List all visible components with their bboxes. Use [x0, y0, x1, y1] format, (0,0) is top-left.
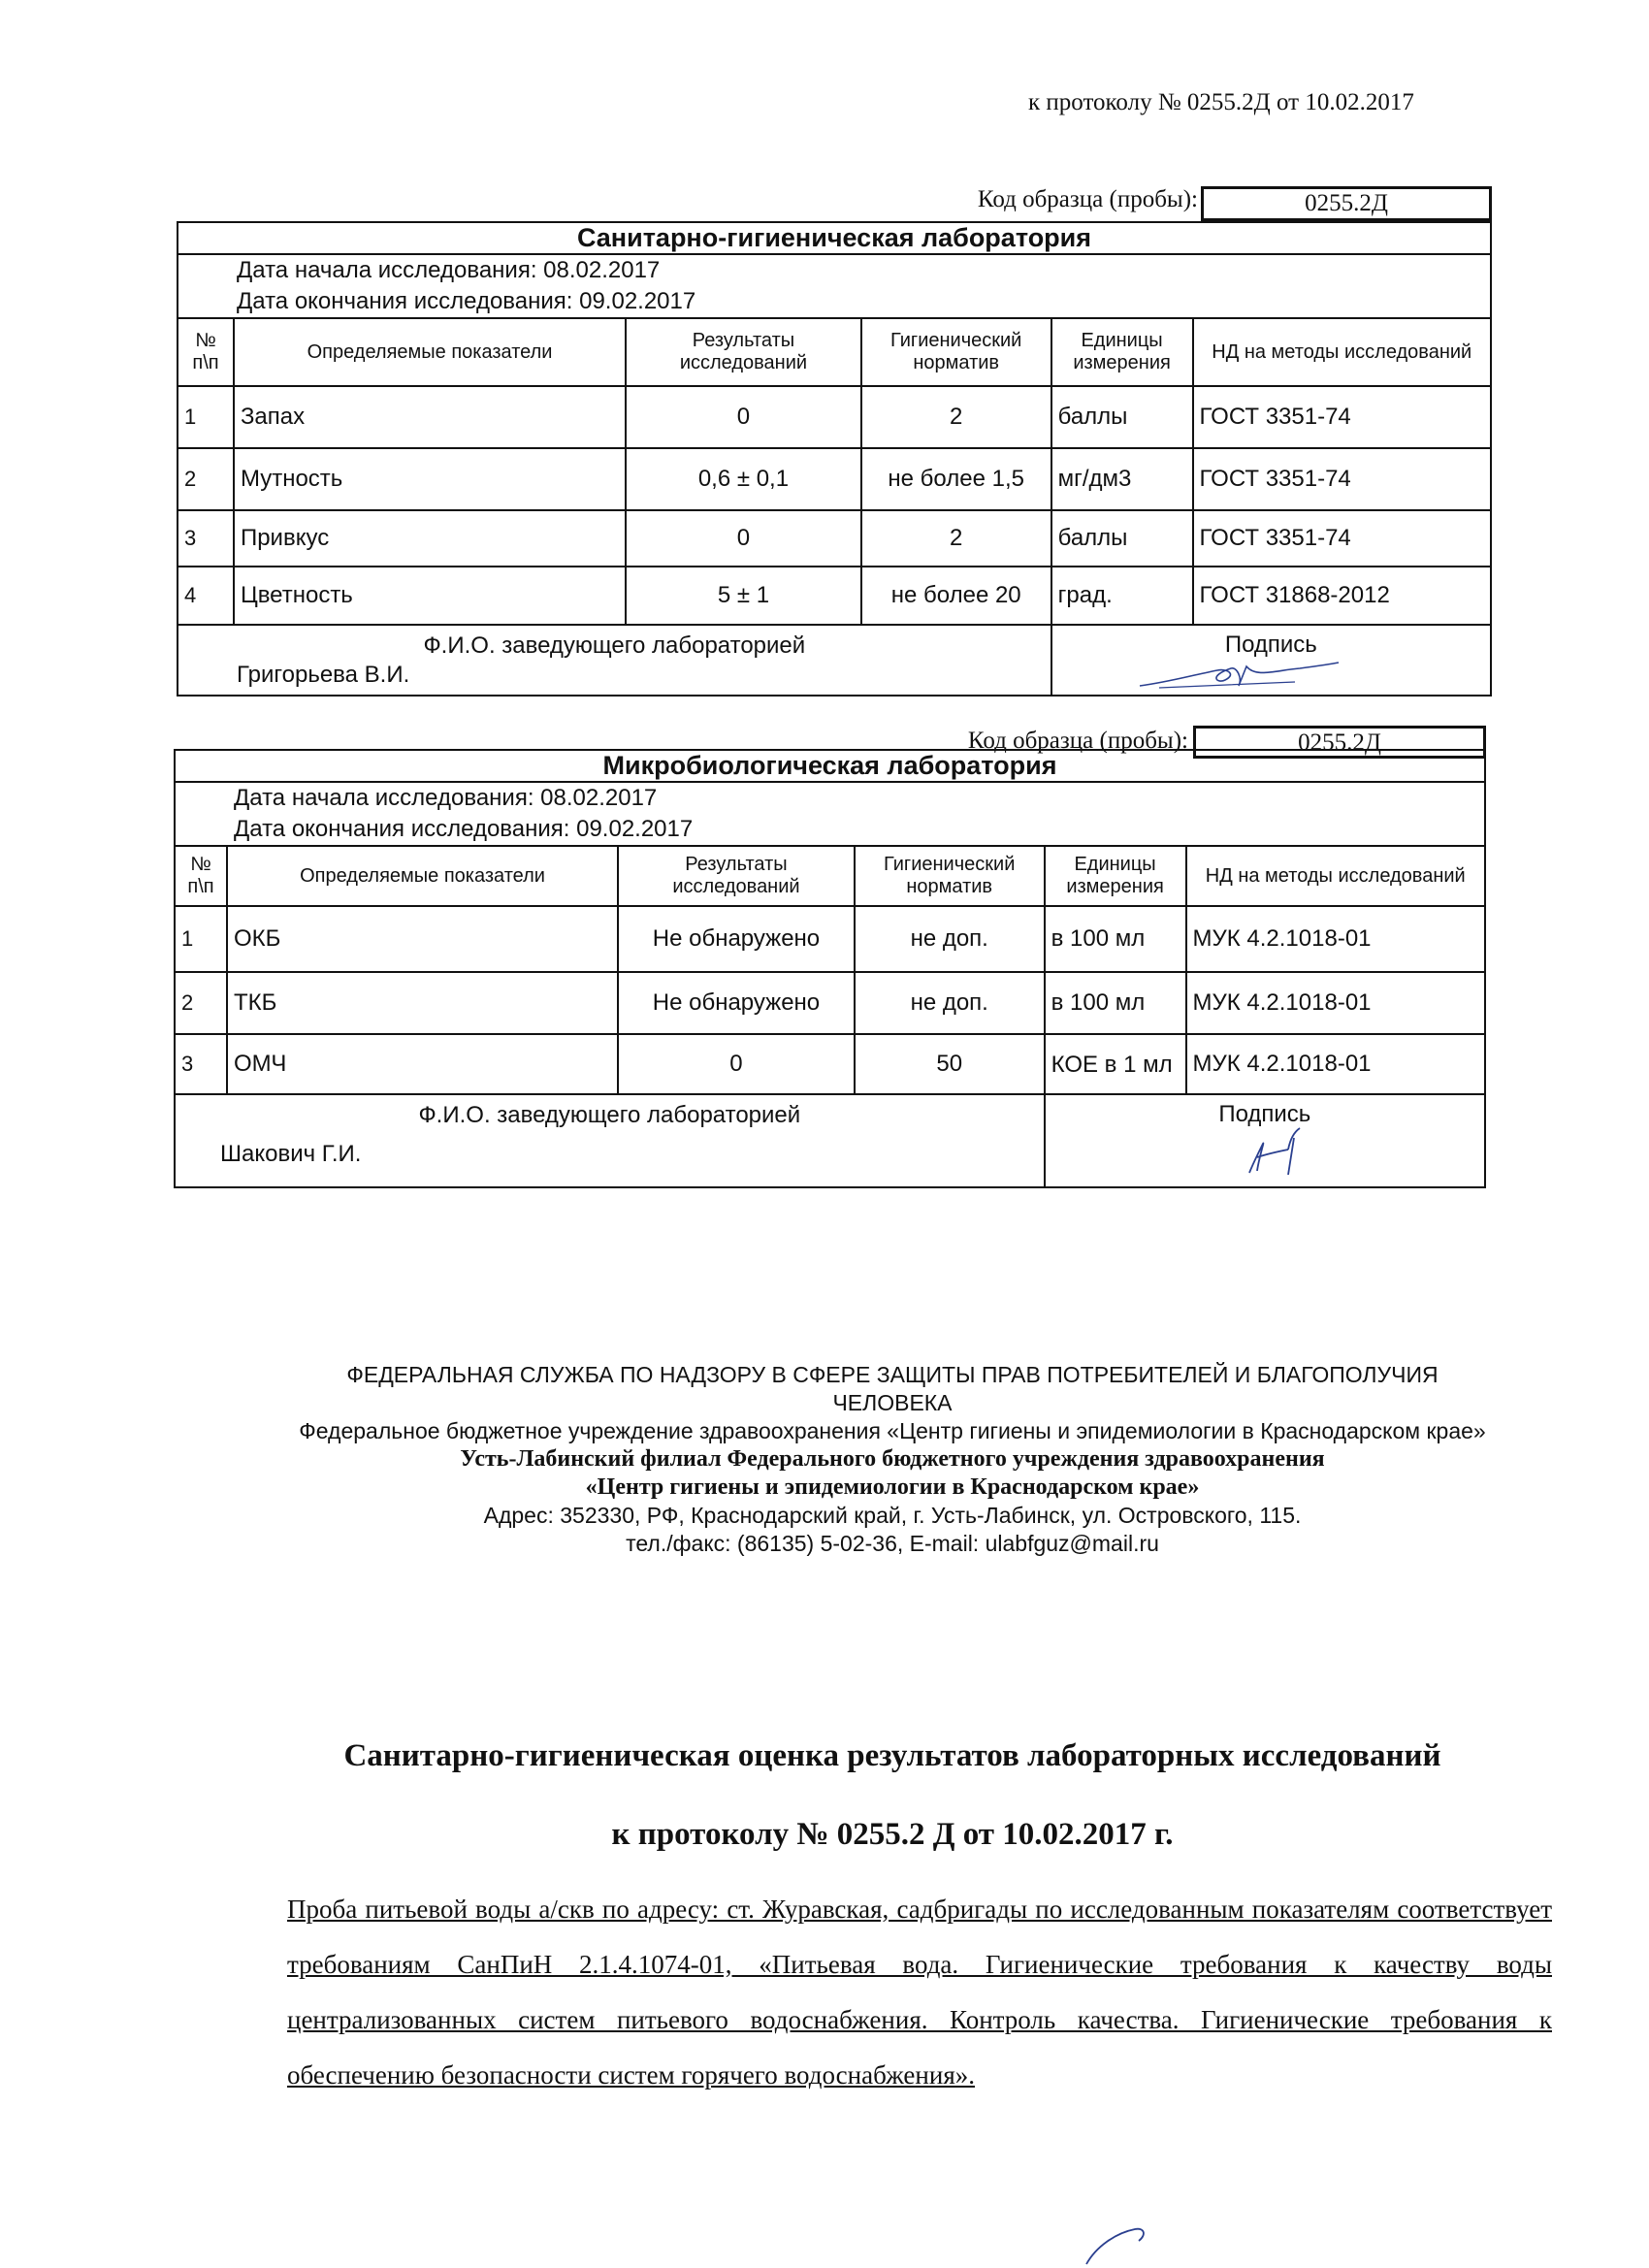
table-row: [178, 386, 1491, 448]
lab-head-name: Шакович Г.И.: [220, 1141, 362, 1167]
result-value: Не обнаружено: [618, 972, 855, 1034]
lab-title: Микробиологическая лаборатория: [175, 750, 1485, 782]
column-header: № п\п: [178, 318, 234, 386]
lab-head-label: Ф.И.О. заведующего лабораторией: [423, 632, 806, 659]
handwritten-signature: [1077, 2227, 1164, 2266]
federal-service-name: ФЕДЕРАЛЬНАЯ СЛУЖБА ПО НАДЗОРУ В СФЕРЕ ЗАЩИТЫ ПРАВ ПОТРЕБИТЕЛЕЙ И БЛАГОПОЛУЧИЯ ЧЕЛОВЕКА: [346, 1362, 1439, 1415]
row-number: 1: [175, 906, 227, 972]
unit-value: баллы: [1051, 386, 1193, 448]
sample-code-label: Код образца (пробы):: [967, 728, 1188, 754]
row-number: 1: [178, 386, 234, 448]
signature-cell: [1045, 1094, 1485, 1187]
row-number: 3: [178, 510, 234, 567]
address: Адрес: 352330, РФ, Краснодарский край, г. Усть-Лабинск, ул. Островского, 115.: [483, 1503, 1302, 1528]
lab-head: [178, 625, 1051, 696]
row-number: 4: [178, 567, 234, 625]
contacts: тел./факс: (86135) 5-02-36, E-mail: ulabfguz@mail.ru: [626, 1531, 1159, 1556]
lab-head-label: Ф.И.О. заведующего лабораторией: [418, 1102, 801, 1128]
signature-cell: [1051, 625, 1491, 696]
indicator-name: Цветность: [234, 567, 626, 625]
table-row: [178, 567, 1491, 625]
assessment-conclusion: Проба питьевой воды а/скв по адресу: ст. Журавская, садбригады по исследованным показателям соответствует требованиям СанПиН 2.1.4.1074-01, «Питьевая вода. Гигиенические требования к качеству воды централизованных систем питьевого водоснабжения. Контроль качества. Гигиенические требования к обеспечению безопасности систем горячего водоснабжения».: [287, 1895, 1552, 2090]
norm-value: не доп.: [855, 906, 1045, 972]
column-header: НД на методы исследований: [1186, 846, 1485, 906]
assessment-title: Санитарно-гигиеническая оценка результатов лабораторных исследований: [343, 1738, 1441, 1773]
end-date: Дата окончания исследования: 09.02.2017: [234, 816, 694, 842]
table-row: [175, 906, 1485, 972]
norm-value: не доп.: [855, 972, 1045, 1034]
norm-value: 2: [861, 510, 1051, 567]
institution-name: Федеральное бюджетное учреждение здравоохранения «Центр гигиены и эпидемиологии в Краснодарском крае»: [299, 1418, 1486, 1443]
handwritten-signature: [1130, 657, 1343, 696]
method-value: МУК 4.2.1018-01: [1186, 1034, 1485, 1094]
sample-code-value: 0255.2Д: [1193, 726, 1486, 759]
column-header: Единицы измерения: [1051, 318, 1193, 386]
row-number: 3: [175, 1034, 227, 1094]
branch-name-cont: «Центр гигиены и эпидемиологии в Краснодарском крае»: [585, 1474, 1200, 1500]
unit-value: в 100 мл: [1045, 972, 1186, 1034]
indicator-name: ТКБ: [227, 972, 618, 1034]
indicator-name: Привкус: [234, 510, 626, 567]
microbiology-lab-table: [174, 749, 1486, 1188]
sanitary-lab-table: [177, 221, 1492, 697]
table-row: [175, 1034, 1485, 1094]
table-row: [175, 972, 1485, 1034]
result-value: 0: [626, 386, 861, 448]
protocol-reference: к протоколу № 0255.2Д от 10.02.2017: [1028, 89, 1414, 115]
column-header: НД на методы исследований: [1193, 318, 1491, 386]
method-value: МУК 4.2.1018-01: [1186, 972, 1485, 1034]
column-header: Результаты исследований: [618, 846, 855, 906]
column-header: Единицы измерения: [1045, 846, 1186, 906]
norm-value: не более 20: [861, 567, 1051, 625]
handwritten-signature: [1230, 1124, 1327, 1183]
unit-value: баллы: [1051, 510, 1193, 567]
column-header: Определяемые показатели: [234, 318, 626, 386]
norm-value: 50: [855, 1034, 1045, 1094]
indicator-name: ОМЧ: [227, 1034, 618, 1094]
unit-value: в 100 мл: [1045, 906, 1186, 972]
lab-title: Санитарно-гигиеническая лаборатория: [178, 222, 1491, 254]
end-date: Дата окончания исследования: 09.02.2017: [237, 288, 696, 314]
unit-value: град.: [1051, 567, 1193, 625]
indicator-name: Запах: [234, 386, 626, 448]
result-value: 0,6 ± 0,1: [626, 448, 861, 510]
method-value: МУК 4.2.1018-01: [1186, 906, 1485, 972]
research-dates: [175, 782, 1485, 846]
column-header: Определяемые показатели: [227, 846, 618, 906]
method-value: ГОСТ 3351-74: [1193, 510, 1491, 567]
norm-value: 2: [861, 386, 1051, 448]
indicator-name: ОКБ: [227, 906, 618, 972]
branch-name: Усть-Лабинский филиал Федерального бюджетного учреждения здравоохранения: [460, 1446, 1325, 1472]
result-value: 5 ± 1: [626, 567, 861, 625]
signature-label: Подпись: [1218, 1101, 1311, 1127]
result-value: Не обнаружено: [618, 906, 855, 972]
unit-value: мг/дм3: [1051, 448, 1193, 510]
method-value: ГОСТ 31868-2012: [1193, 567, 1491, 625]
assessment-subtitle: к протоколу № 0255.2 Д от 10.02.2017 г.: [611, 1817, 1174, 1852]
column-header: Гигиенический норматив: [861, 318, 1051, 386]
norm-value: не более 1,5: [861, 448, 1051, 510]
row-number: 2: [175, 972, 227, 1034]
signature-label: Подпись: [1224, 632, 1317, 658]
table-row: [178, 448, 1491, 510]
lab-head-name: Григорьева В.И.: [237, 661, 410, 688]
result-value: 0: [626, 510, 861, 567]
row-number: 2: [178, 448, 234, 510]
table-row: [178, 510, 1491, 567]
result-value: 0: [618, 1034, 855, 1094]
lab-head: [175, 1094, 1045, 1187]
column-header: Гигиенический норматив: [855, 846, 1045, 906]
start-date: Дата начала исследования: 08.02.2017: [237, 257, 661, 283]
column-header: № п\п: [175, 846, 227, 906]
indicator-name: Мутность: [234, 448, 626, 510]
organization-block: [252, 1361, 1533, 1558]
method-value: ГОСТ 3351-74: [1193, 448, 1491, 510]
sample-code-value: 0255.2Д: [1201, 186, 1492, 221]
method-value: ГОСТ 3351-74: [1193, 386, 1491, 448]
start-date: Дата начала исследования: 08.02.2017: [234, 785, 658, 811]
research-dates: [178, 254, 1491, 318]
sample-code-label: Код образца (пробы):: [977, 186, 1198, 212]
column-header: Результаты исследований: [626, 318, 861, 386]
unit-value: КОЕ в 1 мл: [1045, 1034, 1186, 1094]
